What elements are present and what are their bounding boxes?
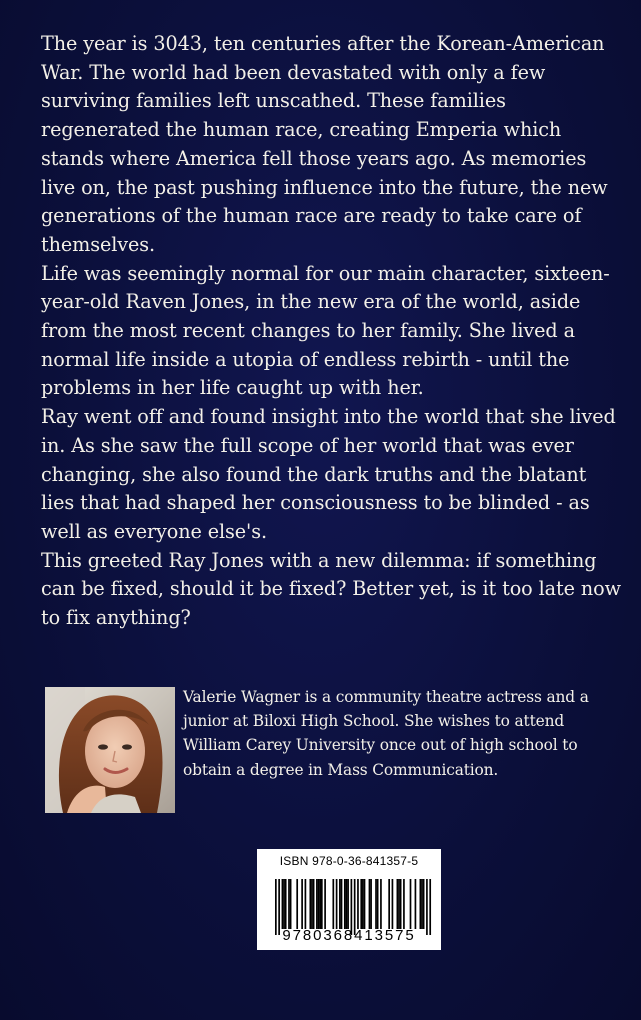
barcode-bar — [283, 879, 285, 929]
barcode-bar — [285, 879, 287, 929]
author-photo — [45, 687, 175, 813]
barcode-bar — [357, 879, 359, 929]
barcode-bar — [290, 879, 292, 929]
barcode-bar — [403, 879, 405, 929]
barcode-bar — [347, 879, 349, 929]
barcode-bar — [336, 879, 338, 929]
barcode-bar — [375, 879, 377, 929]
barcode-bar — [313, 879, 315, 929]
barcode-bar — [316, 879, 318, 929]
barcode-bar — [410, 879, 412, 929]
barcode-bar — [420, 879, 422, 929]
isbn-barcode — [257, 849, 441, 950]
barcode-bar — [421, 879, 423, 929]
barcode-bar — [415, 879, 417, 929]
barcode-bar — [319, 879, 321, 929]
barcode-bar — [392, 879, 394, 929]
isbn-label: ISBN 978-0-36-841357-5 — [279, 854, 419, 868]
barcode-bar — [341, 879, 343, 929]
barcode-bar — [370, 879, 372, 929]
barcode-bar — [324, 879, 326, 929]
barcode-bar — [360, 879, 362, 929]
barcode-bar — [400, 879, 402, 929]
barcode-bar — [377, 879, 379, 929]
barcode-bar — [309, 879, 311, 929]
barcode-bar — [332, 879, 334, 929]
barcode-bar — [339, 879, 341, 929]
author-section — [45, 687, 625, 813]
barcode-bar — [311, 879, 313, 929]
barcode-bar — [397, 879, 399, 929]
barcode-bar — [344, 879, 346, 929]
blurb-paragraph-1: The year is 3043, ten centuries after the Korean-American War. The world had been devastated with only a few surviving families left unscathed. These families regenerated the human race, creating Emperia which stands where America fell those years ago. As memories live on, the past pushing influence into the future, the new generations of the human race are ready to take care of themselves. — [41, 32, 608, 256]
barcode-bar — [318, 879, 320, 929]
barcode-bar — [321, 879, 323, 929]
barcode-bar — [346, 879, 348, 929]
author-bio: Valerie Wagner is a community theatre actress and a junior at Biloxi High School. She wishes to attend William Carey University once out of high school to obtain a degree in Mass Communication. — [183, 688, 589, 779]
barcode-bar — [305, 879, 307, 929]
barcode-bar — [380, 879, 382, 929]
blurb-paragraph-4: This greeted Ray Jones with a new dilemma: if something can be fixed, should it be fixed? Better yet, is it too late now to fix anything? — [41, 548, 621, 630]
barcode-bar — [423, 879, 425, 929]
book-blurb — [41, 30, 621, 633]
barcode-bar — [362, 879, 364, 929]
blurb-paragraph-3: Ray went off and found insight into the world that she lived in. As she saw the full scope of her world that was ever changing, she also found the dark truths and the blatant lies that had shaped her consciousness to be blinded - as well as everyone else's. — [41, 405, 616, 543]
barcode-bar — [282, 879, 284, 929]
barcode-bar — [364, 879, 366, 929]
barcode-bar — [288, 879, 290, 929]
barcode-bar — [398, 879, 400, 929]
isbn-digits: 9780368413575 — [282, 927, 416, 944]
barcode-bar — [296, 879, 298, 929]
blurb-paragraph-2: Life was seemingly normal for our main character, sixteen-year-old Raven Jones, in the new era of the world, aside from the most recent changes to her family. She lived a normal life inside a utopia of endless rebirth - until the problems in her life caught up with her. — [41, 261, 610, 400]
author-portrait-image — [45, 687, 175, 813]
barcode-bar — [301, 879, 303, 929]
barcode-bar — [388, 879, 390, 929]
barcode-bar — [369, 879, 371, 929]
